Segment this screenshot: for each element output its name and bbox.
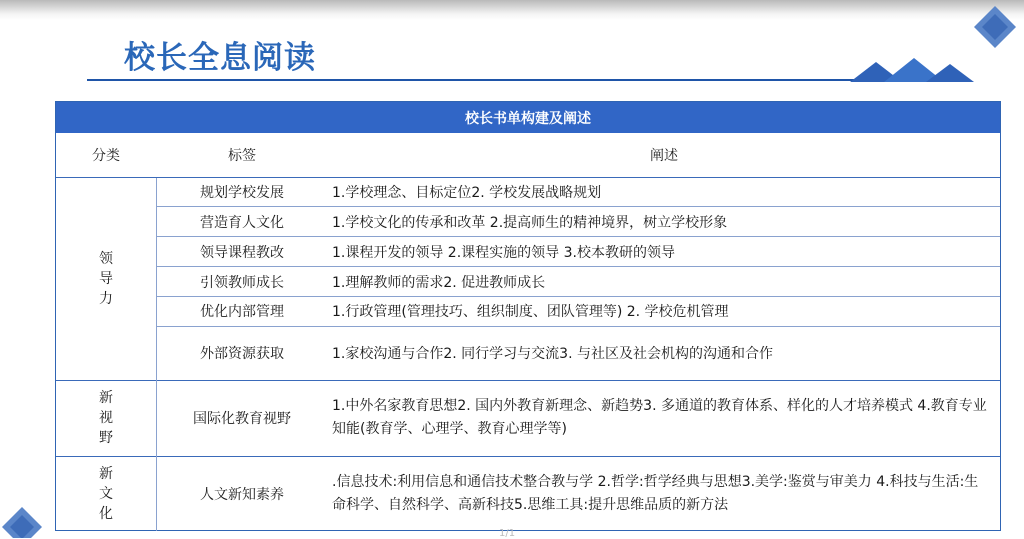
table-caption: 校长书单构建及阐述	[56, 102, 1000, 133]
description-cell: 1.中外名家教育思想2. 国内外教育新理念、新趋势3. 多通道的教育体系、样化的人才培养模式 4.教育专业知能(教育学、心理学、教育心理学等)	[332, 398, 987, 437]
tag-cell: 领导课程教改	[200, 244, 284, 261]
description-cell: 1.学校理念、目标定位2. 学校发展战略规划	[332, 185, 602, 201]
tag-cell: 引领教师成长	[200, 274, 284, 291]
page-title: 校长全息阅读	[124, 40, 316, 76]
tag-cell: 优化内部管理	[200, 304, 284, 320]
description-cell: 1.理解教师的需求2. 促进教师成长	[332, 274, 546, 291]
corner-diamond-decoration	[972, 4, 1018, 50]
column-header-tag: 标签	[228, 148, 256, 164]
tag-cell: 规划学校发展	[200, 185, 284, 201]
corner-diamond-decoration	[0, 505, 44, 538]
description-cell: 1.学校文化的传承和改革 2.提高师生的精神境界，树立学校形象	[332, 214, 728, 231]
description-cell: 1.课程开发的领导 2.课程实施的领导 3.校本教研的领导	[332, 244, 675, 261]
description-cell: 1.家校沟通与合作2. 同行学习与交流3. 与社区及社会机构的沟通和合作	[332, 346, 773, 362]
tag-cell: 营造育人文化	[200, 214, 284, 231]
category-cell	[56, 178, 156, 380]
book-list-table	[55, 101, 1001, 531]
column-divider	[156, 178, 157, 531]
tag-cell: 人文新知素养	[200, 487, 284, 503]
category-cell	[56, 381, 156, 455]
category-cell	[56, 457, 156, 531]
description-cell: .信息技术:利用信息和通信技术整合教与学 2.哲学:哲学经典与思想3.美学:鉴赏与审美力 4.科技与生活:生命科学、自然科学、高新科技5.思维工具:提升思维品质的新方法	[332, 474, 979, 513]
column-header-category: 分类	[92, 148, 120, 164]
description-cell: 1.行政管理(管理技巧、组织制度、团队管理等) 2. 学校危机管理	[332, 304, 729, 320]
category-label: 新视野	[99, 390, 113, 446]
tag-cell: 国际化教育视野	[193, 411, 291, 427]
page-number: 1/1	[499, 528, 516, 539]
column-header-description: 阐述	[650, 148, 678, 164]
tag-cell: 外部资源获取	[200, 346, 284, 362]
category-label: 新文化	[99, 466, 113, 522]
top-shade	[0, 0, 1024, 20]
title-underline	[87, 79, 857, 81]
mountains-decoration	[850, 56, 974, 82]
category-label: 领导力	[99, 251, 113, 307]
